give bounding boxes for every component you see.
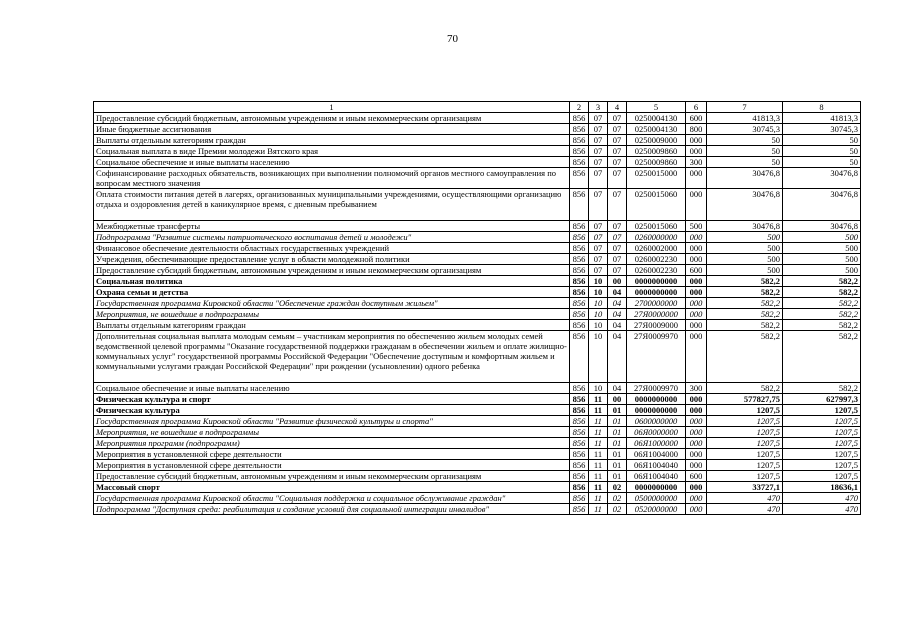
target-article-cell: 06Я1004040	[627, 460, 686, 471]
amount-col8-cell: 582,2	[783, 309, 861, 320]
amount-col8-cell: 470	[783, 504, 861, 515]
section-cell: 11	[589, 416, 608, 427]
amount-col7-cell: 41813,3	[707, 113, 783, 124]
header-cell: 2	[570, 102, 589, 113]
amount-col7-cell: 470	[707, 493, 783, 504]
subsection-cell: 01	[608, 416, 627, 427]
target-article-cell: 27Я0009000	[627, 320, 686, 331]
amount-col8-cell: 30745,3	[783, 124, 861, 135]
subsection-cell: 01	[608, 460, 627, 471]
expense-type-cell: 000	[686, 394, 707, 405]
table-row	[94, 232, 861, 243]
table-row	[94, 135, 861, 146]
grbs-cell: 856	[570, 168, 589, 189]
grbs-cell: 856	[570, 460, 589, 471]
subsection-cell: 04	[608, 320, 627, 331]
grbs-cell: 856	[570, 221, 589, 232]
amount-col8-cell: 41813,3	[783, 113, 861, 124]
amount-col8-cell: 500	[783, 254, 861, 265]
name-cell: Социальная политика	[94, 276, 570, 287]
name-cell: Массовый спорт	[94, 482, 570, 493]
target-article-cell: 0260000000	[627, 232, 686, 243]
header-cell: 1	[94, 102, 570, 113]
table-row	[94, 189, 861, 221]
subsection-cell: 07	[608, 221, 627, 232]
expense-type-cell: 600	[686, 113, 707, 124]
target-article-cell: 0000000000	[627, 394, 686, 405]
section-cell: 07	[589, 157, 608, 168]
subsection-cell: 02	[608, 504, 627, 515]
section-cell: 07	[589, 146, 608, 157]
expense-type-cell: 000	[686, 309, 707, 320]
grbs-cell: 856	[570, 383, 589, 394]
expense-type-cell: 000	[686, 298, 707, 309]
section-cell: 07	[589, 113, 608, 124]
grbs-cell: 856	[570, 331, 589, 383]
subsection-cell: 00	[608, 394, 627, 405]
expense-type-cell: 000	[686, 146, 707, 157]
grbs-cell: 856	[570, 309, 589, 320]
grbs-cell: 856	[570, 394, 589, 405]
budget-table	[93, 101, 861, 515]
name-cell: Социальное обеспечение и иные выплаты населению	[94, 383, 570, 394]
expense-type-cell: 300	[686, 383, 707, 394]
target-article-cell: 0520000000	[627, 504, 686, 515]
expense-type-cell: 000	[686, 276, 707, 287]
expense-type-cell: 000	[686, 243, 707, 254]
subsection-cell: 01	[608, 471, 627, 482]
subsection-cell: 07	[608, 124, 627, 135]
target-article-cell: 0250015060	[627, 221, 686, 232]
section-cell: 11	[589, 449, 608, 460]
name-cell: Финансовое обеспечение деятельности областных государственных учреждений	[94, 243, 570, 254]
expense-type-cell: 000	[686, 189, 707, 221]
target-article-cell: 0260002230	[627, 265, 686, 276]
amount-col7-cell: 1207,5	[707, 405, 783, 416]
subsection-cell: 02	[608, 493, 627, 504]
subsection-cell: 01	[608, 438, 627, 449]
target-article-cell: 0000000000	[627, 482, 686, 493]
table-row	[94, 287, 861, 298]
section-cell: 10	[589, 309, 608, 320]
target-article-cell: 0500000000	[627, 493, 686, 504]
expense-type-cell: 000	[686, 135, 707, 146]
table-row	[94, 320, 861, 331]
section-cell: 07	[589, 135, 608, 146]
subsection-cell: 07	[608, 232, 627, 243]
amount-col8-cell: 50	[783, 157, 861, 168]
target-article-cell: 06Я0000000	[627, 427, 686, 438]
target-article-cell: 0250004130	[627, 113, 686, 124]
grbs-cell: 856	[570, 471, 589, 482]
target-article-cell: 27Я0009970	[627, 383, 686, 394]
expense-type-cell: 000	[686, 405, 707, 416]
table-row	[94, 243, 861, 254]
amount-col8-cell: 1207,5	[783, 471, 861, 482]
amount-col8-cell: 1207,5	[783, 405, 861, 416]
target-article-cell: 27Я0000000	[627, 309, 686, 320]
name-cell: Оплата стоимости питания детей в лагерях, организованных муниципальными учреждениями, осуществляющими организацию отдыха и оздоровления детей в каникулярное время, с дневным пребыванием	[94, 189, 570, 221]
grbs-cell: 856	[570, 189, 589, 221]
table-row	[94, 504, 861, 515]
section-cell: 11	[589, 394, 608, 405]
grbs-cell: 856	[570, 482, 589, 493]
target-article-cell: 0250009000	[627, 135, 686, 146]
amount-col7-cell: 582,2	[707, 298, 783, 309]
subsection-cell: 07	[608, 189, 627, 221]
name-cell: Физическая культура	[94, 405, 570, 416]
expense-type-cell: 000	[686, 438, 707, 449]
amount-col7-cell: 30476,8	[707, 221, 783, 232]
table-row	[94, 309, 861, 320]
table-row	[94, 113, 861, 124]
target-article-cell: 0250009860	[627, 157, 686, 168]
section-cell: 07	[589, 189, 608, 221]
amount-col8-cell: 582,2	[783, 331, 861, 383]
header-cell: 4	[608, 102, 627, 113]
grbs-cell: 856	[570, 320, 589, 331]
amount-col8-cell: 582,2	[783, 298, 861, 309]
section-cell: 11	[589, 460, 608, 471]
amount-col8-cell: 30476,8	[783, 189, 861, 221]
amount-col8-cell: 500	[783, 265, 861, 276]
subsection-cell: 07	[608, 243, 627, 254]
table-row	[94, 482, 861, 493]
grbs-cell: 856	[570, 254, 589, 265]
expense-type-cell: 800	[686, 124, 707, 135]
amount-col7-cell: 470	[707, 504, 783, 515]
grbs-cell: 856	[570, 232, 589, 243]
section-cell: 07	[589, 168, 608, 189]
section-cell: 07	[589, 221, 608, 232]
name-cell: Предоставление субсидий бюджетным, автономным учреждениям и иным некоммерческим организациям	[94, 471, 570, 482]
grbs-cell: 856	[570, 504, 589, 515]
amount-col8-cell: 582,2	[783, 287, 861, 298]
expense-type-cell: 000	[686, 482, 707, 493]
grbs-cell: 856	[570, 265, 589, 276]
table-row	[94, 124, 861, 135]
section-cell: 07	[589, 232, 608, 243]
amount-col8-cell: 50	[783, 135, 861, 146]
target-article-cell: 0000000000	[627, 276, 686, 287]
expense-type-cell: 500	[686, 221, 707, 232]
amount-col7-cell: 500	[707, 243, 783, 254]
section-cell: 11	[589, 427, 608, 438]
target-article-cell: 0260002230	[627, 254, 686, 265]
expense-type-cell: 300	[686, 157, 707, 168]
section-cell: 07	[589, 124, 608, 135]
header-cell: 3	[589, 102, 608, 113]
expense-type-cell: 000	[686, 168, 707, 189]
table-row	[94, 394, 861, 405]
target-article-cell: 0250015000	[627, 168, 686, 189]
subsection-cell: 04	[608, 383, 627, 394]
name-cell: Дополнительная социальная выплата молодым семьям – участникам мероприятия по обеспечению жильем молодых семей ведомственной целевой программы "Оказание государственной поддержки гражданам в обеспечении жильем и оплате жилищно-коммунальных услуг" государственной программы Российской Федерации "Обеспечение доступным и комфортным жильем и коммунальными услугами граждан Российской Федерации" при рождении (усыновлении) одного ребенка	[94, 331, 570, 383]
amount-col7-cell: 582,2	[707, 309, 783, 320]
page-number: 70	[447, 33, 458, 45]
target-article-cell: 0600000000	[627, 416, 686, 427]
target-article-cell: 06Я1004000	[627, 449, 686, 460]
amount-col7-cell: 50	[707, 157, 783, 168]
subsection-cell: 07	[608, 113, 627, 124]
section-cell: 07	[589, 265, 608, 276]
table-row	[94, 331, 861, 383]
name-cell: Иные бюджетные ассигнования	[94, 124, 570, 135]
expense-type-cell: 000	[686, 232, 707, 243]
section-cell: 11	[589, 438, 608, 449]
table-row	[94, 449, 861, 460]
amount-col7-cell: 30476,8	[707, 189, 783, 221]
expense-type-cell: 000	[686, 287, 707, 298]
grbs-cell: 856	[570, 157, 589, 168]
amount-col8-cell: 500	[783, 232, 861, 243]
grbs-cell: 856	[570, 438, 589, 449]
subsection-cell: 01	[608, 405, 627, 416]
target-article-cell: 06Я1004040	[627, 471, 686, 482]
amount-col8-cell: 1207,5	[783, 438, 861, 449]
name-cell: Государственная программа Кировской области "Социальная поддержка и социальное обслуживание граждан"	[94, 493, 570, 504]
subsection-cell: 04	[608, 309, 627, 320]
section-cell: 10	[589, 320, 608, 331]
name-cell: Государственная программа Кировской области "Обеспечение граждан доступным жильем"	[94, 298, 570, 309]
amount-col7-cell: 582,2	[707, 331, 783, 383]
grbs-cell: 856	[570, 427, 589, 438]
name-cell: Подпрограмма "Развитие системы патриотического воспитания детей и молодежи"	[94, 232, 570, 243]
expense-type-cell: 600	[686, 265, 707, 276]
header-cell: 5	[627, 102, 686, 113]
table-row	[94, 276, 861, 287]
amount-col7-cell: 1207,5	[707, 438, 783, 449]
amount-col8-cell: 1207,5	[783, 416, 861, 427]
amount-col7-cell: 30476,8	[707, 168, 783, 189]
amount-col7-cell: 1207,5	[707, 460, 783, 471]
section-cell: 11	[589, 405, 608, 416]
expense-type-cell: 000	[686, 504, 707, 515]
section-cell: 10	[589, 383, 608, 394]
name-cell: Мероприятия, не вошедшие в подпрограммы	[94, 309, 570, 320]
section-cell: 10	[589, 287, 608, 298]
amount-col7-cell: 1207,5	[707, 471, 783, 482]
table-row	[94, 427, 861, 438]
amount-col8-cell: 582,2	[783, 320, 861, 331]
subsection-cell: 07	[608, 146, 627, 157]
expense-type-cell: 000	[686, 427, 707, 438]
subsection-cell: 01	[608, 449, 627, 460]
section-cell: 11	[589, 504, 608, 515]
amount-col8-cell: 582,2	[783, 276, 861, 287]
target-article-cell: 0000000000	[627, 405, 686, 416]
header-cell: 7	[707, 102, 783, 113]
amount-col7-cell: 500	[707, 265, 783, 276]
subsection-cell: 04	[608, 298, 627, 309]
table-row	[94, 438, 861, 449]
grbs-cell: 856	[570, 287, 589, 298]
table-row	[94, 157, 861, 168]
subsection-cell: 01	[608, 427, 627, 438]
grbs-cell: 856	[570, 298, 589, 309]
amount-col7-cell: 50	[707, 135, 783, 146]
name-cell: Выплаты отдельным категориям граждан	[94, 135, 570, 146]
amount-col8-cell: 50	[783, 146, 861, 157]
table-row	[94, 405, 861, 416]
grbs-cell: 856	[570, 405, 589, 416]
section-cell: 11	[589, 482, 608, 493]
amount-col8-cell: 500	[783, 243, 861, 254]
section-cell: 10	[589, 298, 608, 309]
grbs-cell: 856	[570, 243, 589, 254]
section-cell: 07	[589, 254, 608, 265]
table-row	[94, 254, 861, 265]
target-article-cell: 27Я0009970	[627, 331, 686, 383]
name-cell: Межбюджетные трансферты	[94, 221, 570, 232]
section-cell: 10	[589, 331, 608, 383]
subsection-cell: 07	[608, 157, 627, 168]
name-cell: Государственная программа Кировской области "Развитие физической культуры и спорта"	[94, 416, 570, 427]
header-cell: 8	[783, 102, 861, 113]
target-article-cell: 2700000000	[627, 298, 686, 309]
expense-type-cell: 000	[686, 449, 707, 460]
grbs-cell: 856	[570, 135, 589, 146]
section-cell: 11	[589, 471, 608, 482]
amount-col7-cell: 582,2	[707, 287, 783, 298]
grbs-cell: 856	[570, 124, 589, 135]
amount-col7-cell: 582,2	[707, 383, 783, 394]
grbs-cell: 856	[570, 493, 589, 504]
amount-col8-cell: 582,2	[783, 383, 861, 394]
subsection-cell: 04	[608, 331, 627, 383]
name-cell: Социальное обеспечение и иные выплаты населению	[94, 157, 570, 168]
amount-col7-cell: 500	[707, 254, 783, 265]
amount-col8-cell: 627997,3	[783, 394, 861, 405]
table-row	[94, 168, 861, 189]
target-article-cell: 0250015060	[627, 189, 686, 221]
grbs-cell: 856	[570, 113, 589, 124]
name-cell: Предоставление субсидий бюджетным, автономным учреждениям и иным некоммерческим организациям	[94, 265, 570, 276]
amount-col7-cell: 33727,1	[707, 482, 783, 493]
subsection-cell: 02	[608, 482, 627, 493]
amount-col8-cell: 1207,5	[783, 427, 861, 438]
table-row	[94, 416, 861, 427]
header-row	[94, 102, 861, 113]
expense-type-cell: 000	[686, 320, 707, 331]
expense-type-cell: 000	[686, 254, 707, 265]
amount-col7-cell: 1207,5	[707, 449, 783, 460]
subsection-cell: 07	[608, 168, 627, 189]
amount-col7-cell: 1207,5	[707, 427, 783, 438]
amount-col8-cell: 1207,5	[783, 460, 861, 471]
table-row	[94, 298, 861, 309]
target-article-cell: 0250009860	[627, 146, 686, 157]
name-cell: Софинансирование расходных обязательств, возникающих при выполнении полномочий органов местного самоуправления по вопросам местного значения	[94, 168, 570, 189]
name-cell: Физическая культура и спорт	[94, 394, 570, 405]
subsection-cell: 07	[608, 254, 627, 265]
subsection-cell: 07	[608, 265, 627, 276]
grbs-cell: 856	[570, 146, 589, 157]
amount-col8-cell: 470	[783, 493, 861, 504]
target-article-cell: 0250004130	[627, 124, 686, 135]
amount-col8-cell: 18636,1	[783, 482, 861, 493]
name-cell: Мероприятия, не вошедшие в подпрограммы	[94, 427, 570, 438]
amount-col7-cell: 582,2	[707, 276, 783, 287]
name-cell: Социальная выплата в виде Премии молодежи Вятского края	[94, 146, 570, 157]
name-cell: Мероприятия программ (подпрограмм)	[94, 438, 570, 449]
table-row	[94, 221, 861, 232]
header-cell: 6	[686, 102, 707, 113]
section-cell: 11	[589, 493, 608, 504]
name-cell: Охрана семьи и детства	[94, 287, 570, 298]
name-cell: Предоставление субсидий бюджетным, автономным учреждениям и иным некоммерческим организациям	[94, 113, 570, 124]
amount-col7-cell: 577827,75	[707, 394, 783, 405]
expense-type-cell: 000	[686, 460, 707, 471]
section-cell: 10	[589, 276, 608, 287]
name-cell: Мероприятия в установленной сфере деятельности	[94, 460, 570, 471]
expense-type-cell: 000	[686, 331, 707, 383]
amount-col8-cell: 30476,8	[783, 168, 861, 189]
table-row	[94, 460, 861, 471]
name-cell: Подпрограмма "Доступная среда: реабилитация и создание условий для социальной интеграции инвалидов"	[94, 504, 570, 515]
table-row	[94, 383, 861, 394]
table-row	[94, 493, 861, 504]
grbs-cell: 856	[570, 276, 589, 287]
subsection-cell: 04	[608, 287, 627, 298]
expense-type-cell: 000	[686, 416, 707, 427]
amount-col7-cell: 1207,5	[707, 416, 783, 427]
target-article-cell: 0000000000	[627, 287, 686, 298]
amount-col7-cell: 30745,3	[707, 124, 783, 135]
section-cell: 07	[589, 243, 608, 254]
table-row	[94, 146, 861, 157]
amount-col7-cell: 582,2	[707, 320, 783, 331]
subsection-cell: 07	[608, 135, 627, 146]
target-article-cell: 0260002000	[627, 243, 686, 254]
name-cell: Выплаты отдельным категориям граждан	[94, 320, 570, 331]
name-cell: Мероприятия в установленной сфере деятельности	[94, 449, 570, 460]
grbs-cell: 856	[570, 449, 589, 460]
table-row	[94, 265, 861, 276]
expense-type-cell: 600	[686, 471, 707, 482]
amount-col7-cell: 50	[707, 146, 783, 157]
amount-col8-cell: 30476,8	[783, 221, 861, 232]
amount-col7-cell: 500	[707, 232, 783, 243]
name-cell: Учреждения, обеспечивающие предоставление услуг в области молодежной политики	[94, 254, 570, 265]
table-row	[94, 471, 861, 482]
grbs-cell: 856	[570, 416, 589, 427]
subsection-cell: 00	[608, 276, 627, 287]
expense-type-cell: 000	[686, 493, 707, 504]
target-article-cell: 06Я1000000	[627, 438, 686, 449]
amount-col8-cell: 1207,5	[783, 449, 861, 460]
